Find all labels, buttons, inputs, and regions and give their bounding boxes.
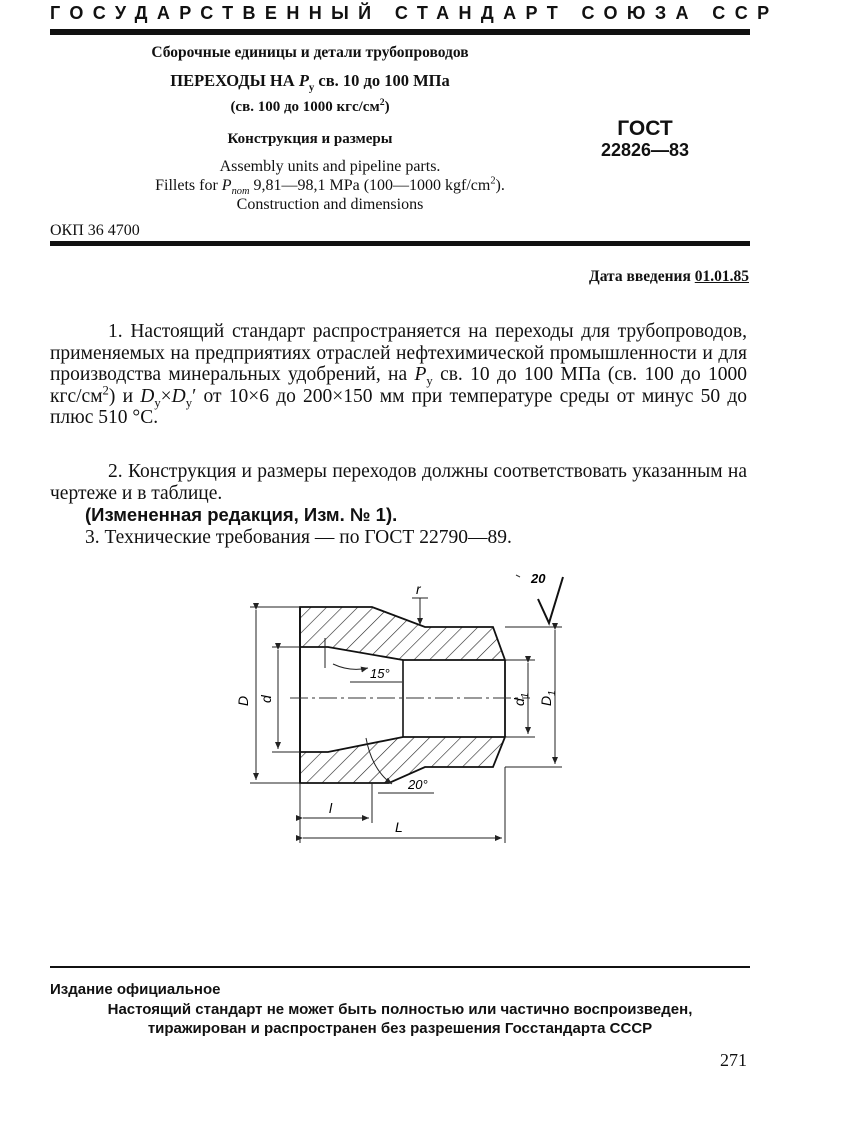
- lower-wall: [300, 737, 505, 783]
- title-ru-line2: ПЕРЕХОДЫ НА $P_у$ св. 10 до 100 МПа: [170, 71, 450, 94]
- official-edition: Издание официальное: [50, 981, 221, 998]
- title-ru-line1: Сборочные единицы и детали трубопроводов: [151, 44, 469, 61]
- okp-code: ОКП 36 4700: [50, 222, 140, 239]
- roughness-value: 20: [531, 571, 546, 586]
- title-en-line2: Fillets for $P_{nom}$ 9,81—98,1 MPa (100—1000 kgf/$cm^2$).: [155, 175, 505, 198]
- radius-label: r: [416, 581, 421, 597]
- gost-label: ГОСТ: [617, 117, 673, 140]
- angle-15-label: 15°: [370, 666, 390, 681]
- paragraph-2-note: (Измененная редакция, Изм. № 1).: [85, 504, 398, 525]
- gost-number: 22826—83: [600, 140, 690, 160]
- dim-D1-label: $D_1$: [538, 690, 558, 706]
- copyright-notice: Настоящий стандарт не может быть полностью или частично воспроизведен, тиражирован и распространен без разрешения Госстандарта СССР: [107, 1001, 693, 1037]
- angle-20-label: 20°: [408, 777, 428, 792]
- title-ru-line3: (св. 100 до 1000 кгс/$см^2$): [230, 97, 390, 115]
- paragraph-1: 1. Настоящий стандарт распространяется на переходы для трубопроводов, применяемых на предприятиях отраслей нефтехимической промышленности и для производства минеральных удобрений, на $P_у$ св. 10 до 100 МПа (св. 100 до 1000 кгс/$см^2$) и $D_у\times D_у'$ от 10×6 до 200×150 мм при температуре среды от минус 50 до плюс 510 °С.: [50, 321, 748, 428]
- introduction-date: Дата введения 01.01.85: [589, 268, 749, 285]
- paragraph-2: 2. Конструкция и размеры переходов должны соответствовать указанным на чертеже и в таблице.: [50, 461, 747, 504]
- dim-L-label: L: [395, 819, 403, 835]
- dim-D-label: D: [235, 695, 251, 706]
- dim-d1-label: $d_1$: [511, 692, 531, 706]
- title-ru-line4: Конструкция и размеры: [227, 131, 393, 147]
- standard-header-title: ГОСУДАРСТВЕННЫЙ СТАНДАРТ СОЮЗА ССР: [50, 3, 779, 23]
- title-en-line1: Assembly units and pipeline parts.: [219, 158, 441, 175]
- roughness-mark: [516, 571, 563, 623]
- dim-d-label: d: [258, 695, 274, 703]
- upper-wall: [300, 607, 505, 660]
- page-number: 271: [720, 1050, 747, 1070]
- paragraph-3: 3. Технические требования — по ГОСТ 22790—89.: [85, 527, 512, 548]
- title-en-line3: Construction and dimensions: [236, 196, 424, 213]
- footer-rule: [50, 966, 750, 968]
- dim-l-label: l: [329, 800, 333, 816]
